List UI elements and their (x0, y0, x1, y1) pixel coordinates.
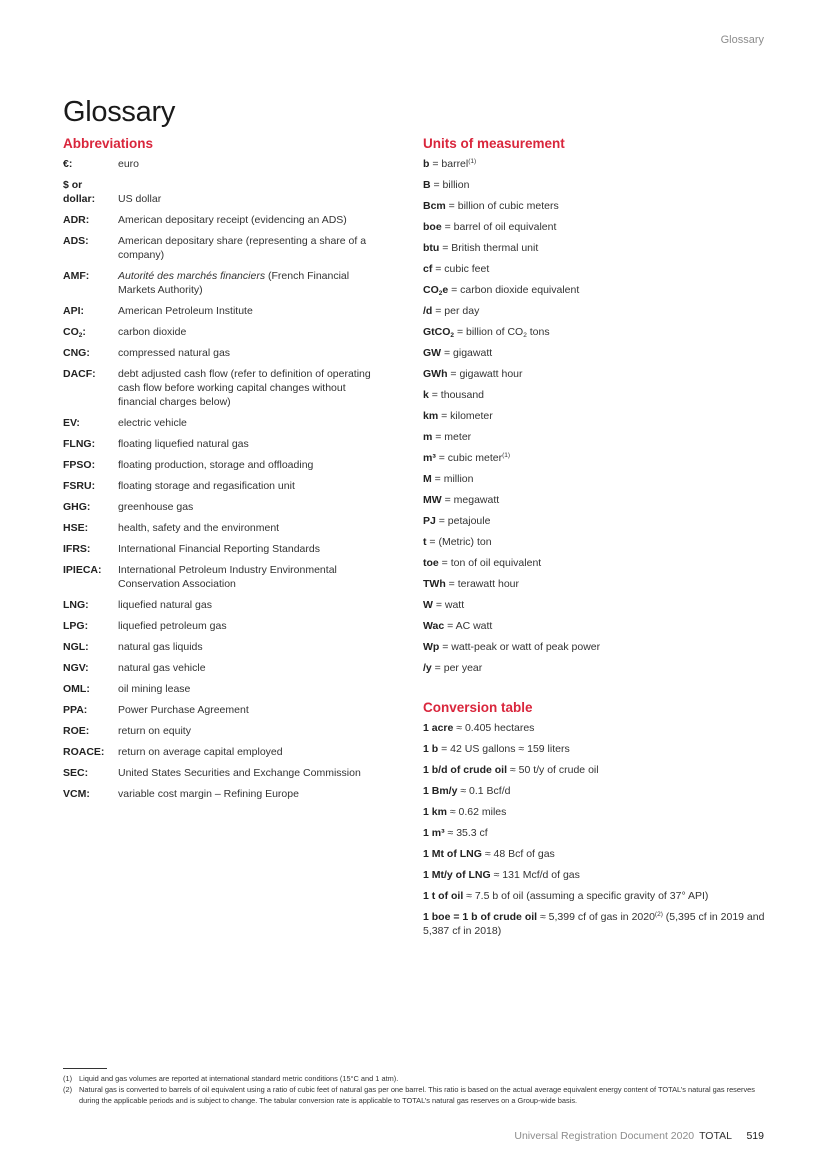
abbreviation-term: ROACE: (63, 746, 105, 758)
abbreviation-term: LNG: (63, 599, 89, 611)
glossary-entry (63, 367, 383, 409)
conversion-term: 1 acre (423, 722, 454, 734)
abbreviation-definition: return on average capital employed (118, 746, 283, 758)
subscript: 2 (450, 332, 455, 339)
glossary-entry (63, 213, 383, 227)
footnote-number: (2) (63, 1085, 73, 1094)
conversion-term: 1 Bm/y (423, 785, 458, 797)
conversion-entry (423, 847, 768, 861)
abbreviations-heading: Abbreviations (63, 136, 154, 151)
unit-entry (423, 451, 768, 465)
abbreviation-term-line: $ or (63, 179, 83, 191)
unit-term: toe (423, 557, 439, 569)
footnote-ref: (1) (468, 158, 477, 165)
abbreviation-definition: Power Purchase Agreement (118, 704, 249, 716)
unit-entry (423, 241, 768, 255)
abbreviation-definition: return on equity (118, 725, 191, 737)
footnote-text: Liquid and gas volumes are reported at international standard metric conditions (15°C and 1 atm). (79, 1074, 399, 1083)
conversion-term: 1 b (423, 743, 439, 755)
unit-term: m (423, 431, 433, 443)
unit-definition: = megawatt (441, 494, 500, 506)
abbreviation-definition: natural gas liquids (118, 641, 203, 653)
abbreviation-term: ROE: (63, 725, 90, 737)
glossary-entry (63, 619, 383, 633)
abbreviation-term: ADR: (63, 214, 90, 226)
abbreviation-term-line: dollar: (63, 193, 96, 205)
abbreviation-term: IPIECA: (63, 564, 102, 576)
conversion-value: ≈ 131 Mcf/d of gas (490, 869, 580, 881)
glossary-entry (63, 682, 383, 696)
glossary-entry (63, 479, 383, 493)
abbreviation-definition: United States Securities and Exchange Commission (118, 767, 361, 779)
unit-entry (423, 178, 768, 192)
unit-entry (423, 472, 768, 486)
unit-definition: = ton of oil equivalent (438, 557, 542, 569)
abbreviation-term: SEC: (63, 767, 89, 779)
conversion-entry (423, 805, 768, 819)
conversion-value: (5,395 cf in 2019 and 5,387 cf in 2018) (423, 911, 765, 937)
conversion-term: 1 m³ (423, 827, 445, 839)
glossary-entry (63, 304, 383, 318)
abbreviation-term: €: (63, 158, 73, 170)
conversion-entry (423, 721, 768, 735)
abbreviation-definition: International Financial Reporting Standards (118, 543, 320, 555)
conversion-entry (423, 889, 768, 903)
unit-entry (423, 556, 768, 570)
abbreviation-term: FPSO: (63, 459, 96, 471)
term-part: : (82, 326, 86, 338)
glossary-entry (63, 766, 383, 780)
glossary-entry (63, 661, 383, 675)
unit-entry (423, 535, 768, 549)
term-part: GtCO (423, 326, 451, 338)
footnote-number: (1) (63, 1074, 73, 1083)
unit-definition: = billion of CO (454, 326, 524, 338)
conversion-term: 1 boe = 1 b of crude oil (423, 911, 538, 923)
definition-text-part: (French Financial Markets Authority) (118, 270, 350, 296)
unit-term: W (423, 599, 433, 611)
conversion-value: ≈ 7.5 b of oil (assuming a specific gravity of 37° API) (463, 890, 709, 902)
glossary-entry (63, 563, 383, 591)
page-title: Glossary (63, 96, 176, 128)
conversion-value: ≈ 50 t/y of crude oil (507, 764, 599, 776)
abbreviation-definition: euro (118, 158, 140, 170)
unit-term: k (423, 389, 429, 401)
glossary-entry (63, 178, 383, 206)
abbreviation-term: HSE: (63, 522, 89, 534)
abbreviation-definition: floating storage and regasification unit (118, 480, 295, 492)
unit-term: GW (423, 347, 442, 359)
term-part: CO (423, 284, 439, 296)
glossary-entry (63, 325, 383, 339)
unit-term (423, 284, 448, 296)
glossary-entry (63, 724, 383, 738)
footnote-text: Natural gas is converted to barrels of oil equivalent using a ratio of cubic feet of natural gas per one barrel. This ratio is based on the actual average equivalent energy content of TOTAL’s natural gas reserves during the applicable periods and is subject to change. The tabular conversion rate is applicable to TOTAL’s natural gas reserves on a Group-wide basis. (79, 1085, 755, 1105)
conversion-entry (423, 910, 768, 938)
abbreviation-definition: liquefied petroleum gas (118, 620, 227, 632)
unit-term: M (423, 473, 432, 485)
unit-entry (423, 157, 768, 171)
brand-name: TOTAL (699, 1130, 732, 1142)
unit-definition: = billion (430, 179, 470, 191)
unit-definition: = carbon dioxide equivalent (448, 284, 580, 296)
unit-entry (423, 514, 768, 528)
abbreviation-definition: American depositary receipt (evidencing an ADS) (118, 214, 347, 226)
abbreviation-term: ADS: (63, 235, 89, 247)
abbreviation-term: API: (63, 305, 84, 317)
conversion-entry (423, 868, 768, 882)
footnotes (63, 1068, 769, 1106)
running-header: Glossary (720, 34, 764, 46)
glossary-entry (63, 787, 383, 801)
glossary-entry (63, 500, 383, 514)
abbreviation-term: IFRS: (63, 543, 91, 555)
unit-definition: = watt (432, 599, 465, 611)
unit-definition: = cubic feet (432, 263, 490, 275)
glossary-entry (63, 745, 383, 759)
conversion-term: 1 Mt/y of LNG (423, 869, 491, 881)
glossary-entry (63, 521, 383, 535)
unit-entry (423, 640, 768, 654)
abbreviation-definition: variable cost margin – Refining Europe (118, 788, 299, 800)
unit-entry (423, 199, 768, 213)
abbreviation-definition: debt adjusted cash flow (refer to definition of operating cash flow before working capital changes without financial charges below) (118, 368, 371, 408)
unit-definition: = meter (432, 431, 472, 443)
abbreviation-term: PPA: (63, 704, 88, 716)
glossary-entry (63, 416, 383, 430)
footnote (63, 1084, 769, 1106)
abbreviation-term: NGV: (63, 662, 89, 674)
footnote-divider (63, 1068, 107, 1069)
unit-term: GWh (423, 368, 448, 380)
abbreviation-definition: health, safety and the environment (118, 522, 280, 534)
unit-definition: = gigawatt (441, 347, 493, 359)
glossary-entry (63, 234, 383, 262)
term-part: e (442, 284, 449, 296)
abbreviation-term: AMF: (63, 270, 90, 282)
unit-entry (423, 598, 768, 612)
unit-term (423, 326, 454, 338)
abbreviation-definition: natural gas vehicle (118, 662, 206, 674)
abbreviation-term: EV: (63, 417, 80, 429)
glossary-entry (63, 542, 383, 556)
subscript: 2 (78, 332, 83, 339)
abbreviation-definition: American Petroleum Institute (118, 305, 253, 317)
conversion-value: ≈ 0.62 miles (446, 806, 507, 818)
footnote-ref: (2) (654, 911, 663, 918)
abbreviation-definition: carbon dioxide (118, 326, 187, 338)
abbreviation-definition: US dollar (118, 193, 162, 205)
abbreviation-definition: compressed natural gas (118, 347, 231, 359)
unit-entry (423, 619, 768, 633)
unit-definition: = terawatt hour (445, 578, 519, 590)
glossary-entry (63, 598, 383, 612)
unit-definition: = million (431, 473, 474, 485)
definition-italic-part: Autorité des marchés financiers (118, 270, 266, 282)
conversion-entry (423, 742, 768, 756)
glossary-entry (63, 458, 383, 472)
unit-entry (423, 346, 768, 360)
unit-definition: = gigawatt hour (447, 368, 523, 380)
document-name: Universal Registration Document 2020 (514, 1130, 695, 1142)
unit-entry (423, 409, 768, 423)
unit-definition: = thousand (428, 389, 485, 401)
conversion-value: ≈ 0.1 Bcf/d (457, 785, 511, 797)
abbreviation-term (63, 178, 118, 206)
conversion-value: ≈ 35.3 cf (444, 827, 488, 839)
unit-definition: = British thermal unit (439, 242, 539, 254)
unit-entry (423, 220, 768, 234)
unit-term: b (423, 158, 430, 170)
abbreviation-term: OML: (63, 683, 90, 695)
units-heading: Units of measurement (423, 136, 565, 151)
unit-definition: = kilometer (438, 410, 493, 422)
abbreviation-definition: oil mining lease (118, 683, 191, 695)
unit-term: B (423, 179, 431, 191)
abbreviation-term: FSRU: (63, 480, 96, 492)
page-footer (514, 1130, 764, 1142)
conversion-term: 1 t of oil (423, 890, 464, 902)
footnote-ref: (1) (502, 452, 511, 459)
abbreviation-definition: International Petroleum Industry Environmental Conservation Association (118, 564, 337, 590)
unit-term: TWh (423, 578, 446, 590)
unit-entry (423, 304, 768, 318)
glossary-entry (63, 640, 383, 654)
conversion-heading: Conversion table (423, 700, 533, 715)
abbreviation-term: VCM: (63, 788, 90, 800)
glossary-entry (63, 346, 383, 360)
unit-entry (423, 283, 768, 297)
conversion-value: ≈ 5,399 cf of gas in 2020 (537, 911, 655, 923)
abbreviation-definition: floating production, storage and offloading (118, 459, 314, 471)
unit-entry (423, 430, 768, 444)
conversion-value: ≈ 48 Bcf of gas (481, 848, 555, 860)
unit-definition: = watt-peak or watt of peak power (439, 641, 601, 653)
unit-entry (423, 367, 768, 381)
abbreviation-definition: liquefied natural gas (118, 599, 212, 611)
abbreviation-definition: American depositary share (representing a share of a company) (118, 235, 367, 261)
glossary-entry (63, 269, 383, 297)
abbreviation-definition (118, 269, 383, 297)
abbreviation-definition: greenhouse gas (118, 501, 194, 513)
abbreviations-section (63, 136, 383, 808)
footnote (63, 1073, 769, 1084)
unit-term: /d (423, 305, 433, 317)
glossary-entry (63, 437, 383, 451)
subscript: 2 (523, 332, 527, 339)
page-number: 519 (746, 1130, 764, 1142)
units-section (423, 136, 768, 945)
unit-term: m³ (423, 452, 436, 464)
abbreviation-term: CNG: (63, 347, 90, 359)
conversion-entry (423, 784, 768, 798)
unit-definition: = cubic meter (435, 452, 503, 464)
unit-definition: = barrel of oil equivalent (441, 221, 557, 233)
abbreviation-definition: electric vehicle (118, 417, 187, 429)
abbreviation-term: NGL: (63, 641, 89, 653)
term-part: CO (63, 326, 79, 338)
unit-term: Wp (423, 641, 440, 653)
abbreviation-term: LPG: (63, 620, 89, 632)
unit-definition: = (Metric) ton (426, 536, 492, 548)
glossary-entry (63, 157, 383, 171)
unit-term: MW (423, 494, 442, 506)
unit-entry (423, 262, 768, 276)
unit-term: cf (423, 263, 433, 275)
abbreviation-term (63, 325, 118, 339)
unit-term: boe (423, 221, 442, 233)
unit-entry (423, 325, 768, 339)
unit-definition: = per day (432, 305, 480, 317)
unit-entry (423, 388, 768, 402)
unit-term: Wac (423, 620, 445, 632)
unit-term: PJ (423, 515, 436, 527)
unit-term: t (423, 536, 427, 548)
conversion-entry (423, 763, 768, 777)
conversion-value: ≈ 0.405 hectares (453, 722, 535, 734)
unit-definition: = billion of cubic meters (445, 200, 559, 212)
conversion-term: 1 km (423, 806, 447, 818)
unit-entry (423, 661, 768, 675)
conversion-entry (423, 826, 768, 840)
abbreviation-term: GHG: (63, 501, 91, 513)
unit-term: /y (423, 662, 432, 674)
abbreviation-term: DACF: (63, 368, 96, 380)
abbreviation-term: FLNG: (63, 438, 96, 450)
unit-entry (423, 493, 768, 507)
unit-definition: tons (526, 326, 550, 338)
unit-term: Bcm (423, 200, 446, 212)
abbreviation-definition: floating liquefied natural gas (118, 438, 249, 450)
subscript: 2 (438, 290, 443, 297)
conversion-value: = 42 US gallons ≈ 159 liters (438, 743, 570, 755)
unit-term: km (423, 410, 439, 422)
unit-term: btu (423, 242, 440, 254)
conversion-term: 1 Mt of LNG (423, 848, 482, 860)
unit-definition: = petajoule (435, 515, 491, 527)
glossary-entry (63, 703, 383, 717)
unit-definition: = per year (431, 662, 483, 674)
unit-definition: = barrel (429, 158, 469, 170)
conversion-term: 1 b/d of crude oil (423, 764, 508, 776)
unit-definition: = AC watt (444, 620, 493, 632)
unit-entry (423, 577, 768, 591)
